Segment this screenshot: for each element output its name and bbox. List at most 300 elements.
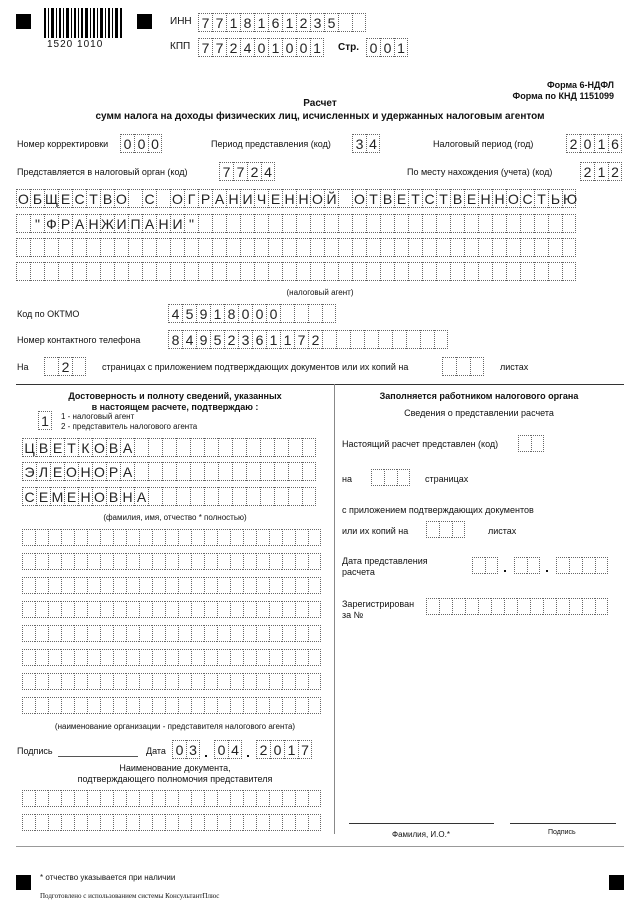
agent-line-2[interactable] bbox=[16, 214, 576, 233]
input-cell[interactable] bbox=[74, 649, 87, 666]
input-cell[interactable] bbox=[148, 462, 162, 481]
input-cell[interactable] bbox=[191, 790, 204, 807]
input-cell[interactable]: И bbox=[170, 214, 184, 233]
input-cell[interactable] bbox=[256, 577, 269, 594]
org-line-3[interactable] bbox=[22, 577, 321, 594]
input-cell[interactable] bbox=[191, 814, 204, 831]
input-cell[interactable] bbox=[22, 814, 35, 831]
input-cell[interactable] bbox=[139, 790, 152, 807]
input-cell[interactable]: О bbox=[506, 189, 520, 208]
input-cell[interactable] bbox=[72, 357, 86, 376]
input-cell[interactable]: 2 bbox=[580, 162, 594, 181]
input-cell[interactable] bbox=[534, 238, 548, 257]
input-cell[interactable] bbox=[380, 262, 394, 281]
input-cell[interactable] bbox=[100, 649, 113, 666]
input-cell[interactable] bbox=[506, 214, 520, 233]
input-cell[interactable] bbox=[394, 238, 408, 257]
input-cell[interactable]: Е bbox=[64, 487, 78, 506]
input-cell[interactable] bbox=[191, 601, 204, 618]
input-cell[interactable] bbox=[100, 625, 113, 642]
input-cell[interactable] bbox=[308, 577, 321, 594]
input-cell[interactable] bbox=[87, 529, 100, 546]
input-cell[interactable] bbox=[452, 598, 465, 615]
input-cell[interactable] bbox=[527, 557, 540, 574]
input-cell[interactable] bbox=[420, 330, 434, 349]
input-cell[interactable]: Е bbox=[36, 487, 50, 506]
input-cell[interactable] bbox=[126, 529, 139, 546]
input-cell[interactable]: 4 bbox=[228, 740, 242, 759]
input-cell[interactable] bbox=[148, 438, 162, 457]
input-cell[interactable] bbox=[35, 601, 48, 618]
input-cell[interactable] bbox=[48, 814, 61, 831]
input-cell[interactable]: Н bbox=[78, 487, 92, 506]
input-cell[interactable] bbox=[246, 487, 260, 506]
input-cell[interactable] bbox=[113, 625, 126, 642]
input-cell[interactable] bbox=[22, 649, 35, 666]
input-cell[interactable] bbox=[548, 214, 562, 233]
input-cell[interactable] bbox=[35, 790, 48, 807]
input-cell[interactable] bbox=[310, 238, 324, 257]
correction-cells[interactable] bbox=[120, 134, 162, 153]
input-cell[interactable] bbox=[30, 262, 44, 281]
input-cell[interactable] bbox=[595, 557, 608, 574]
input-cell[interactable] bbox=[243, 790, 256, 807]
input-cell[interactable] bbox=[204, 625, 217, 642]
input-cell[interactable] bbox=[35, 814, 48, 831]
input-cell[interactable] bbox=[126, 673, 139, 690]
input-cell[interactable] bbox=[178, 673, 191, 690]
input-cell[interactable] bbox=[165, 601, 178, 618]
input-cell[interactable]: Ч bbox=[254, 189, 268, 208]
input-cell[interactable]: С bbox=[520, 189, 534, 208]
input-cell[interactable] bbox=[178, 697, 191, 714]
input-cell[interactable]: 8 bbox=[168, 330, 182, 349]
input-cell[interactable] bbox=[378, 330, 392, 349]
input-cell[interactable] bbox=[439, 598, 452, 615]
input-cell[interactable] bbox=[191, 649, 204, 666]
input-cell[interactable]: Т bbox=[86, 189, 100, 208]
input-cell[interactable] bbox=[191, 529, 204, 546]
input-cell[interactable] bbox=[139, 529, 152, 546]
input-cell[interactable] bbox=[190, 487, 204, 506]
input-cell[interactable] bbox=[87, 673, 100, 690]
input-cell[interactable] bbox=[152, 553, 165, 570]
input-cell[interactable] bbox=[288, 462, 302, 481]
input-cell[interactable] bbox=[269, 814, 282, 831]
input-cell[interactable] bbox=[282, 577, 295, 594]
input-cell[interactable] bbox=[426, 521, 439, 538]
input-cell[interactable] bbox=[162, 487, 176, 506]
input-cell[interactable] bbox=[269, 673, 282, 690]
input-cell[interactable] bbox=[61, 790, 74, 807]
org-line-1[interactable] bbox=[22, 529, 321, 546]
input-cell[interactable] bbox=[148, 487, 162, 506]
input-cell[interactable] bbox=[269, 577, 282, 594]
input-cell[interactable]: Р bbox=[198, 189, 212, 208]
input-cell[interactable]: О bbox=[310, 189, 324, 208]
input-cell[interactable]: Е bbox=[464, 189, 478, 208]
input-cell[interactable] bbox=[113, 697, 126, 714]
fio-signature-line[interactable] bbox=[349, 823, 494, 824]
input-cell[interactable] bbox=[282, 673, 295, 690]
input-cell[interactable]: 1 bbox=[594, 134, 608, 153]
input-cell[interactable] bbox=[178, 814, 191, 831]
input-cell[interactable] bbox=[256, 601, 269, 618]
input-cell[interactable] bbox=[212, 262, 226, 281]
input-cell[interactable] bbox=[35, 553, 48, 570]
input-cell[interactable]: В bbox=[106, 487, 120, 506]
right-sheets-cells[interactable] bbox=[426, 521, 465, 538]
input-cell[interactable] bbox=[152, 814, 165, 831]
input-cell[interactable] bbox=[520, 262, 534, 281]
input-cell[interactable] bbox=[478, 598, 491, 615]
input-cell[interactable] bbox=[282, 649, 295, 666]
input-cell[interactable] bbox=[162, 462, 176, 481]
input-cell[interactable]: В bbox=[36, 438, 50, 457]
input-cell[interactable] bbox=[156, 262, 170, 281]
input-cell[interactable]: Н bbox=[296, 189, 310, 208]
input-cell[interactable] bbox=[269, 625, 282, 642]
input-cell[interactable]: Е bbox=[394, 189, 408, 208]
input-cell[interactable]: 9 bbox=[196, 304, 210, 323]
input-cell[interactable] bbox=[422, 214, 436, 233]
input-cell[interactable] bbox=[35, 529, 48, 546]
input-cell[interactable] bbox=[126, 553, 139, 570]
input-cell[interactable] bbox=[61, 529, 74, 546]
input-cell[interactable]: Р bbox=[58, 214, 72, 233]
input-cell[interactable]: В bbox=[100, 189, 114, 208]
input-cell[interactable]: 0 bbox=[120, 134, 134, 153]
input-cell[interactable] bbox=[198, 238, 212, 257]
input-cell[interactable] bbox=[434, 330, 448, 349]
input-cell[interactable] bbox=[269, 529, 282, 546]
input-cell[interactable] bbox=[230, 697, 243, 714]
doc-line-1[interactable] bbox=[22, 790, 321, 807]
input-cell[interactable] bbox=[556, 557, 569, 574]
input-cell[interactable] bbox=[87, 697, 100, 714]
input-cell[interactable]: Ф bbox=[44, 214, 58, 233]
input-cell[interactable] bbox=[268, 262, 282, 281]
input-cell[interactable] bbox=[74, 625, 87, 642]
input-cell[interactable] bbox=[113, 553, 126, 570]
input-cell[interactable] bbox=[310, 214, 324, 233]
input-cell[interactable] bbox=[35, 577, 48, 594]
input-cell[interactable] bbox=[139, 649, 152, 666]
input-cell[interactable] bbox=[492, 238, 506, 257]
input-cell[interactable] bbox=[87, 577, 100, 594]
input-cell[interactable] bbox=[217, 625, 230, 642]
input-cell[interactable] bbox=[100, 790, 113, 807]
input-cell[interactable] bbox=[217, 790, 230, 807]
input-cell[interactable] bbox=[595, 598, 608, 615]
input-cell[interactable] bbox=[295, 625, 308, 642]
input-cell[interactable] bbox=[324, 262, 338, 281]
input-cell[interactable] bbox=[152, 697, 165, 714]
org-line-4[interactable] bbox=[22, 601, 321, 618]
input-cell[interactable] bbox=[470, 357, 484, 376]
input-cell[interactable]: 1 bbox=[268, 38, 282, 57]
input-cell[interactable] bbox=[74, 601, 87, 618]
input-cell[interactable]: Н bbox=[492, 189, 506, 208]
agent-line-1[interactable] bbox=[16, 189, 576, 208]
input-cell[interactable]: 4 bbox=[240, 38, 254, 57]
input-cell[interactable] bbox=[256, 697, 269, 714]
location-cells[interactable] bbox=[580, 162, 622, 181]
input-cell[interactable] bbox=[170, 238, 184, 257]
input-cell[interactable] bbox=[35, 673, 48, 690]
input-cell[interactable] bbox=[442, 357, 456, 376]
input-cell[interactable] bbox=[452, 521, 465, 538]
input-cell[interactable] bbox=[397, 469, 410, 486]
input-cell[interactable] bbox=[338, 262, 352, 281]
input-cell[interactable] bbox=[295, 814, 308, 831]
input-cell[interactable] bbox=[296, 238, 310, 257]
input-cell[interactable] bbox=[74, 673, 87, 690]
input-cell[interactable] bbox=[162, 438, 176, 457]
input-cell[interactable] bbox=[48, 649, 61, 666]
input-cell[interactable] bbox=[288, 487, 302, 506]
input-cell[interactable] bbox=[243, 814, 256, 831]
input-cell[interactable] bbox=[217, 649, 230, 666]
input-cell[interactable] bbox=[504, 598, 517, 615]
input-cell[interactable]: 0 bbox=[296, 38, 310, 57]
input-cell[interactable] bbox=[282, 214, 296, 233]
input-cell[interactable]: М bbox=[51, 489, 64, 505]
input-cell[interactable] bbox=[61, 649, 74, 666]
input-cell[interactable] bbox=[296, 214, 310, 233]
input-cell[interactable] bbox=[44, 262, 58, 281]
input-cell[interactable] bbox=[35, 697, 48, 714]
input-cell[interactable] bbox=[16, 238, 30, 257]
right-pages-cells[interactable] bbox=[371, 469, 410, 486]
input-cell[interactable] bbox=[61, 577, 74, 594]
input-cell[interactable] bbox=[302, 462, 316, 481]
inn-cells[interactable] bbox=[198, 13, 366, 32]
input-cell[interactable] bbox=[226, 262, 240, 281]
input-cell[interactable] bbox=[30, 238, 44, 257]
input-cell[interactable] bbox=[243, 601, 256, 618]
input-cell[interactable] bbox=[582, 598, 595, 615]
input-cell[interactable] bbox=[113, 529, 126, 546]
input-cell[interactable]: И bbox=[114, 214, 128, 233]
input-cell[interactable] bbox=[165, 553, 178, 570]
input-cell[interactable]: Т bbox=[436, 189, 450, 208]
employee-signature-line[interactable] bbox=[510, 823, 616, 824]
doc-line-2[interactable] bbox=[22, 814, 321, 831]
input-cell[interactable] bbox=[152, 577, 165, 594]
input-cell[interactable] bbox=[324, 214, 338, 233]
input-cell[interactable] bbox=[514, 557, 527, 574]
input-cell[interactable] bbox=[324, 238, 338, 257]
input-cell[interactable] bbox=[256, 649, 269, 666]
input-cell[interactable] bbox=[152, 790, 165, 807]
input-cell[interactable] bbox=[282, 814, 295, 831]
input-cell[interactable] bbox=[184, 262, 198, 281]
input-cell[interactable] bbox=[240, 238, 254, 257]
input-cell[interactable] bbox=[139, 814, 152, 831]
input-cell[interactable]: Е bbox=[50, 438, 64, 457]
input-cell[interactable]: Е bbox=[268, 189, 282, 208]
input-cell[interactable] bbox=[256, 673, 269, 690]
input-cell[interactable] bbox=[260, 462, 274, 481]
input-cell[interactable] bbox=[114, 238, 128, 257]
input-cell[interactable]: 1 bbox=[310, 38, 324, 57]
input-cell[interactable]: Щ bbox=[45, 191, 59, 207]
input-cell[interactable] bbox=[61, 673, 74, 690]
input-cell[interactable]: Т bbox=[64, 438, 78, 457]
input-cell[interactable] bbox=[322, 330, 336, 349]
input-cell[interactable] bbox=[531, 435, 544, 452]
input-cell[interactable] bbox=[113, 790, 126, 807]
input-cell[interactable] bbox=[178, 529, 191, 546]
input-cell[interactable] bbox=[128, 189, 142, 208]
input-cell[interactable] bbox=[295, 673, 308, 690]
input-cell[interactable] bbox=[450, 238, 464, 257]
input-cell[interactable] bbox=[230, 625, 243, 642]
input-cell[interactable] bbox=[152, 529, 165, 546]
input-cell[interactable] bbox=[139, 601, 152, 618]
input-cell[interactable] bbox=[282, 697, 295, 714]
input-cell[interactable] bbox=[178, 625, 191, 642]
input-cell[interactable] bbox=[139, 673, 152, 690]
input-cell[interactable] bbox=[282, 553, 295, 570]
signature-line[interactable] bbox=[58, 756, 138, 757]
input-cell[interactable] bbox=[16, 214, 30, 233]
period-cells[interactable] bbox=[352, 134, 380, 153]
input-cell[interactable] bbox=[184, 238, 198, 257]
input-cell[interactable]: 5 bbox=[210, 330, 224, 349]
input-cell[interactable] bbox=[113, 649, 126, 666]
input-cell[interactable]: 0 bbox=[238, 304, 252, 323]
input-cell[interactable] bbox=[48, 529, 61, 546]
input-cell[interactable]: 1 bbox=[266, 330, 280, 349]
input-cell[interactable]: О bbox=[92, 487, 106, 506]
input-cell[interactable] bbox=[366, 262, 380, 281]
input-cell[interactable] bbox=[269, 697, 282, 714]
input-cell[interactable] bbox=[308, 553, 321, 570]
input-cell[interactable] bbox=[134, 462, 148, 481]
input-cell[interactable] bbox=[204, 577, 217, 594]
kpp-cells[interactable] bbox=[198, 38, 324, 57]
input-cell[interactable] bbox=[256, 790, 269, 807]
input-cell[interactable]: 5 bbox=[182, 304, 196, 323]
input-cell[interactable] bbox=[217, 529, 230, 546]
input-cell[interactable] bbox=[243, 697, 256, 714]
input-cell[interactable] bbox=[243, 553, 256, 570]
input-cell[interactable]: 2 bbox=[308, 330, 322, 349]
input-cell[interactable] bbox=[48, 697, 61, 714]
input-cell[interactable]: 4 bbox=[366, 134, 380, 153]
input-cell[interactable]: С bbox=[22, 487, 36, 506]
input-cell[interactable]: 0 bbox=[270, 740, 284, 759]
signer-code-cell[interactable] bbox=[38, 411, 52, 430]
input-cell[interactable]: Н bbox=[156, 214, 170, 233]
input-cell[interactable] bbox=[126, 601, 139, 618]
input-cell[interactable] bbox=[152, 601, 165, 618]
input-cell[interactable] bbox=[139, 625, 152, 642]
input-cell[interactable] bbox=[282, 238, 296, 257]
input-cell[interactable] bbox=[126, 697, 139, 714]
input-cell[interactable] bbox=[126, 649, 139, 666]
input-cell[interactable] bbox=[302, 487, 316, 506]
input-cell[interactable]: А bbox=[120, 438, 134, 457]
input-cell[interactable] bbox=[246, 438, 260, 457]
input-cell[interactable] bbox=[352, 13, 366, 32]
input-cell[interactable] bbox=[126, 625, 139, 642]
input-cell[interactable] bbox=[338, 214, 352, 233]
input-cell[interactable] bbox=[478, 214, 492, 233]
input-cell[interactable] bbox=[74, 553, 87, 570]
input-cell[interactable] bbox=[87, 790, 100, 807]
input-cell[interactable] bbox=[295, 697, 308, 714]
input-cell[interactable] bbox=[295, 649, 308, 666]
input-cell[interactable] bbox=[520, 238, 534, 257]
input-cell[interactable] bbox=[100, 814, 113, 831]
input-cell[interactable] bbox=[562, 214, 576, 233]
input-cell[interactable] bbox=[243, 649, 256, 666]
input-cell[interactable] bbox=[408, 214, 422, 233]
input-cell[interactable] bbox=[394, 262, 408, 281]
input-cell[interactable] bbox=[230, 790, 243, 807]
input-cell[interactable] bbox=[534, 214, 548, 233]
input-cell[interactable]: 1 bbox=[254, 13, 268, 32]
input-cell[interactable] bbox=[204, 814, 217, 831]
input-cell[interactable] bbox=[408, 262, 422, 281]
input-cell[interactable] bbox=[569, 598, 582, 615]
input-cell[interactable] bbox=[74, 814, 87, 831]
input-cell[interactable] bbox=[204, 697, 217, 714]
input-cell[interactable] bbox=[152, 673, 165, 690]
input-cell[interactable] bbox=[295, 601, 308, 618]
input-cell[interactable] bbox=[464, 238, 478, 257]
input-cell[interactable]: Е bbox=[50, 462, 64, 481]
input-cell[interactable] bbox=[243, 529, 256, 546]
org-line-2[interactable] bbox=[22, 553, 321, 570]
input-cell[interactable] bbox=[366, 214, 380, 233]
input-cell[interactable]: О bbox=[352, 189, 366, 208]
input-cell[interactable] bbox=[232, 487, 246, 506]
input-cell[interactable] bbox=[274, 462, 288, 481]
org-line-6[interactable] bbox=[22, 649, 321, 666]
input-cell[interactable] bbox=[338, 189, 352, 208]
input-cell[interactable] bbox=[230, 553, 243, 570]
input-cell[interactable]: О bbox=[64, 462, 78, 481]
input-cell[interactable]: 7 bbox=[298, 740, 312, 759]
input-cell[interactable] bbox=[506, 262, 520, 281]
input-cell[interactable] bbox=[256, 625, 269, 642]
input-cell[interactable] bbox=[113, 601, 126, 618]
input-cell[interactable] bbox=[170, 262, 184, 281]
input-cell[interactable] bbox=[61, 625, 74, 642]
input-cell[interactable] bbox=[58, 238, 72, 257]
input-cell[interactable] bbox=[128, 238, 142, 257]
input-cell[interactable] bbox=[139, 577, 152, 594]
input-cell[interactable]: Н bbox=[478, 189, 492, 208]
input-cell[interactable] bbox=[350, 330, 364, 349]
input-cell[interactable] bbox=[308, 697, 321, 714]
input-cell[interactable]: Л bbox=[36, 462, 50, 481]
input-cell[interactable] bbox=[310, 262, 324, 281]
input-cell[interactable] bbox=[74, 790, 87, 807]
input-cell[interactable] bbox=[492, 214, 506, 233]
input-cell[interactable]: Н bbox=[86, 214, 100, 233]
input-cell[interactable] bbox=[114, 262, 128, 281]
input-cell[interactable] bbox=[322, 304, 336, 323]
input-cell[interactable] bbox=[408, 238, 422, 257]
input-cell[interactable] bbox=[352, 214, 366, 233]
input-cell[interactable] bbox=[72, 262, 86, 281]
input-cell[interactable] bbox=[218, 462, 232, 481]
